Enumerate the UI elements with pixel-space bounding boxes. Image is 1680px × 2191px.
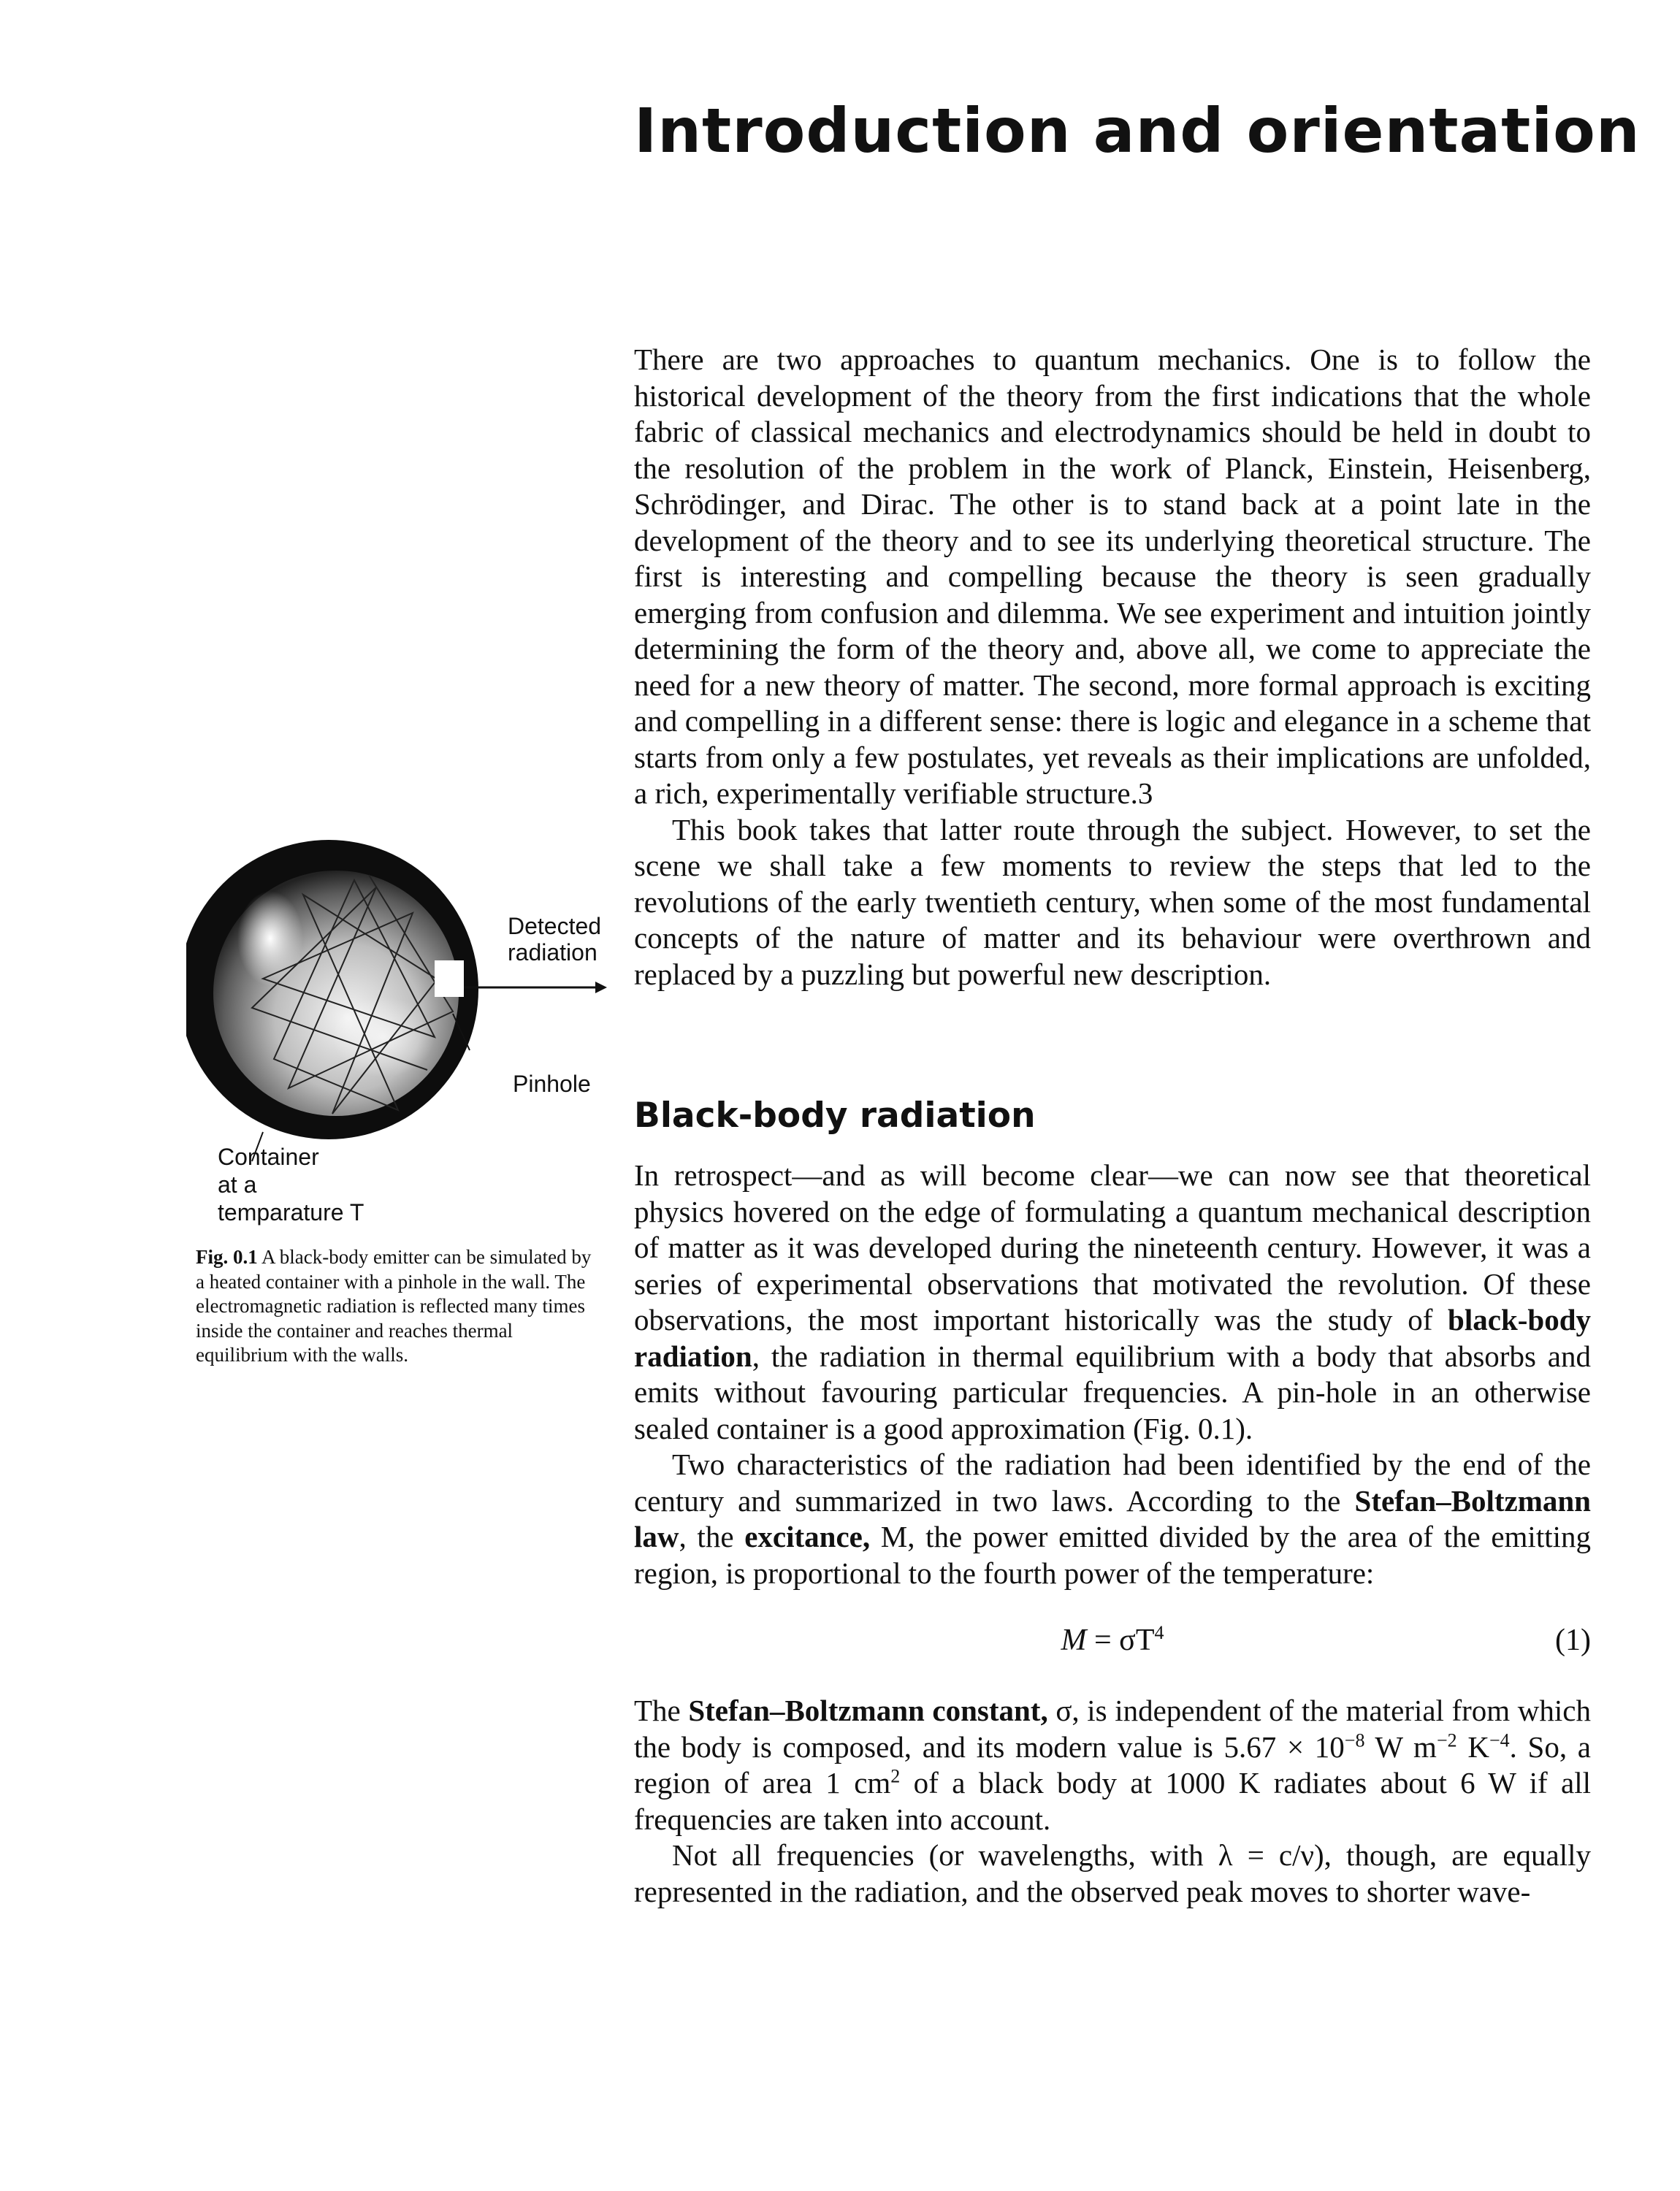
black-body-diagram [186, 818, 625, 1169]
caption-text: A black-body emitter can be simulated by a heated container with a pinhole in the wall. The electromagnetic radiation is reflected many times inside the container and reaches thermal equilibrium with the walls. [196, 1246, 592, 1366]
chapter-title: Introduction and orientation [634, 95, 1641, 167]
term-black-body-radiation: black-body radiation [634, 1303, 1591, 1373]
cavity-highlight [237, 891, 303, 986]
arrowhead-icon [595, 982, 607, 993]
term-stefan-boltzmann-constant: Stefan–Boltzmann constant, [688, 1694, 1048, 1727]
after-equation-text [634, 1693, 1591, 1910]
figure-caption [196, 1245, 605, 1368]
label-container: Container at a temparature T [218, 1144, 364, 1225]
label-detected-radiation: Detected radiation [508, 913, 602, 966]
intro-paragraph-2: This book takes that latter route through the subject. However, to set the scene we shall take a few moments to review the steps that led to the revolutions of the early twentieth century, when some of the most fundamental concepts of the nature of matter and its behaviour were overthrown and replaced by a puzzling but powerful new description. [634, 812, 1591, 991]
after-paragraph-1: The Stefan–Boltzmann constant, σ, is independent of the material from which the body is composed, and its modern value is $5.67 \times 10^{-8}$ W $m^{-2}$ $K^{-4}$. So, a region of area 1 $cm^2$ of a black body at 1000 K radiates about 6 W if all frequencies are taken into account. [634, 1694, 1592, 1836]
section-text [634, 1158, 1591, 1591]
equation-1 [634, 1623, 1591, 1667]
section-paragraph-1: In retrospect—and as will become clear—we can now see that theoretical physics hovered on the edge of formulating a quantum mechanical description of matter as it was developed during the nineteenth century. However, it was a series of experimental observations that motivated the revolution. Of these observations, the most important historically was the study of black-body radiation, the radiation in thermal equilibrium with a body that absorbs and emits without favouring particular frequencies. A pin-hole in an otherwise sealed container is a good approximation (Fig. 0.1). [634, 1158, 1591, 1445]
equation-number: (1) [1555, 1624, 1591, 1657]
section-title: Black-body radiation [634, 1096, 1036, 1136]
pinhole-gap [435, 960, 464, 997]
equation-body: $M = \sigma T^4$ [1061, 1622, 1164, 1657]
term-excitance: excitance, [744, 1520, 871, 1553]
section-paragraph-2: Two characteristics of the radiation had been identified by the end of the century and summarized in two laws. According to the Stefan–Boltzmann law, the excitance, M, the power emitted divided by the area of the emitting region, is proportional to the fourth power of the temperature: [634, 1448, 1591, 1590]
after-paragraph-2: Not all frequencies (or wavelengths, with λ = c/ν), though, are equally represented in the radiation, and the observed peak moves to shorter wave- [634, 1838, 1591, 1908]
label-pinhole: Pinhole [513, 1071, 591, 1097]
intro-text [634, 342, 1591, 993]
intro-paragraph-1: There are two approaches to quantum mechanics. One is to follow the historical development of the theory from the first indications that the whole fabric of classical mechanics and electrodynamics should be held in doubt to the resolution of the problem in the work of Planck, Einstein, Heisenberg, Schrödinger, and Dirac. The other is to stand back at a point late in the development of the theory and to see its underlying theoretical structure. The first is interesting and compelling because the theory is seen gradually emerging from confusion and dilemma. We see experiment and intuition jointly determining the form of the theory and, above all, we come to appreciate the need for a new theory of matter. The second, more formal approach is exciting and compelling in a different sense: there is logic and elegance in a scheme that starts from only a few postulates, yet reveals as their implications are unfolded, a rich, experimentally verifiable structure.3 [634, 343, 1591, 810]
caption-label: Fig. 0.1 [196, 1246, 258, 1268]
term-stefan-boltzmann-law: Stefan–Boltzmann law [634, 1483, 1591, 1553]
cavity-highlight-2 [332, 997, 435, 1077]
figure-black-body [186, 818, 625, 1169]
